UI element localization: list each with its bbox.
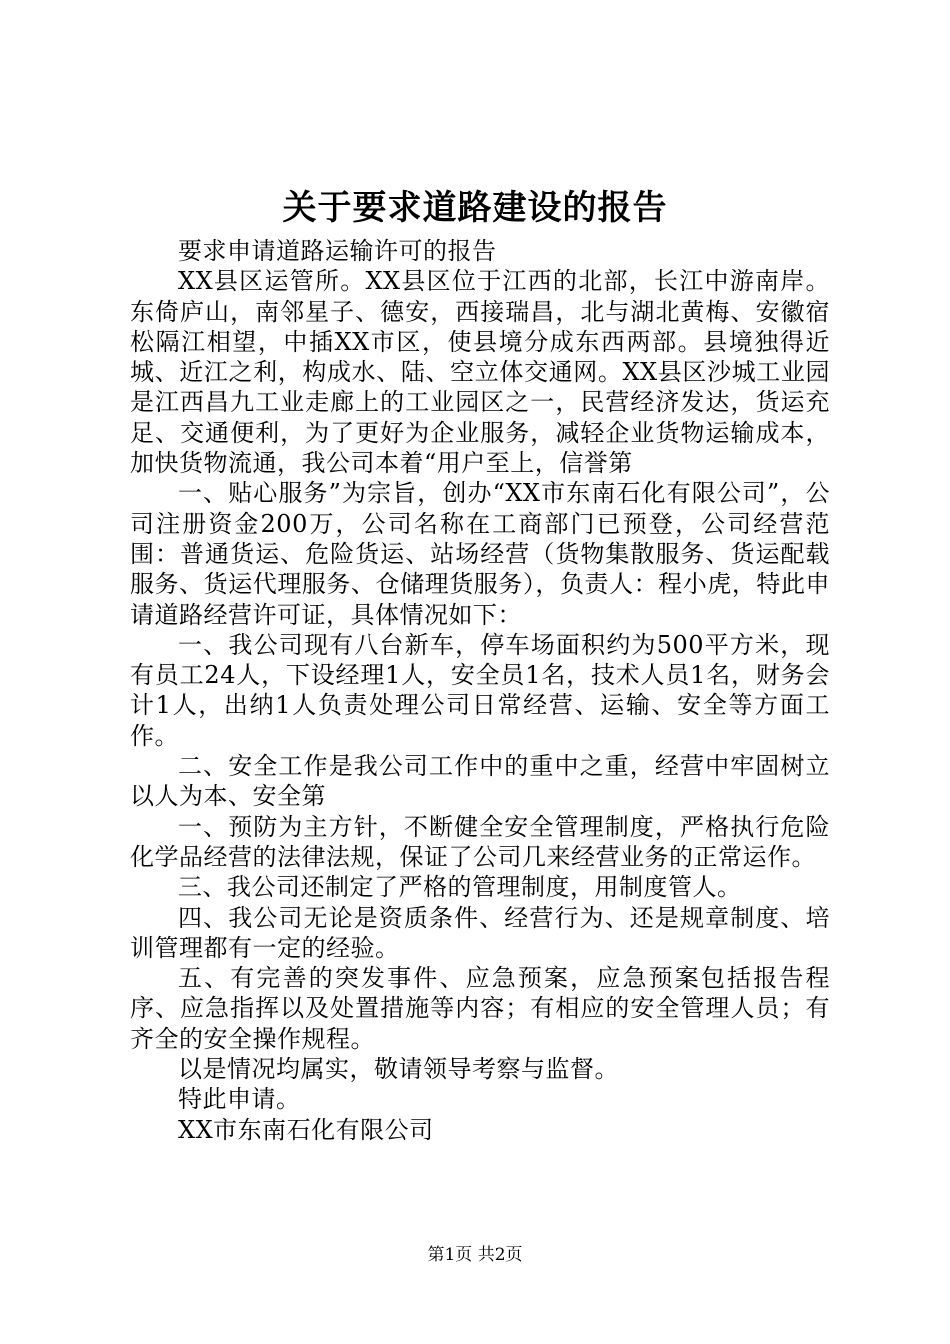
document-title: 关于要求道路建设的报告 xyxy=(282,188,668,228)
paragraph-item-2-continued: 一、预防为主方针，不断健全安全管理制度，严格执行危险化学品经营的法律法规，保证了公司几来经营业务的正常运作。 xyxy=(130,812,830,871)
paragraph-item-4: 四、我公司无论是资质条件、经营行为、还是规章制度、培训管理都有一定的经验。 xyxy=(130,903,830,962)
document-body xyxy=(130,236,830,1145)
paragraph-item-5: 五、有完善的突发事件、应急预案，应急预案包括报告程序、应急指挥以及处置措施等内容；有相应的安全管理人员；有齐全的安全操作规程。 xyxy=(130,964,830,1053)
paragraph-item-2: 二、安全工作是我公司工作中的重中之重，经营中牢固树立以人为本、安全第 xyxy=(130,752,830,811)
paragraph-intro: XX县区运管所。XX县区位于江西的北部，长江中游南岸。东倚庐山，南邻星子、德安，西接瑞昌，北与湖北黄梅、安徽宿松隔江相望，中插XX市区，使县境分成东西两部。县境独得近城、近江之利，构成水、陆、空立体交通网。XX县区沙城工业园是江西昌九工业走廊上的工业园区之一，民营经济发达，货运充足、交通便利，为了更好为企业服务，减轻企业货物运输成本，加快货物流通，我公司本着“用户至上，信誉第 xyxy=(130,267,830,478)
paragraph-closing: 以是情况均属实，敬请领导考察与监督。 xyxy=(178,1055,619,1084)
page-footer: 第1页 共2页 xyxy=(427,1245,523,1265)
paragraph-company: 一、贴心服务”为宗旨，创办“XX市东南石化有限公司”，公司注册资金200万，公司名称在工商部门已预登，公司经营范围：普通货运、危险货运、站场经营（货物集散服务、货运配载服务、货运代理服务、仓储理货服务），负责人：程小虎，特此申请道路经营许可证，具体情况如下： xyxy=(130,479,830,629)
paragraph-signature: XX市东南石化有限公司 xyxy=(178,1115,434,1144)
paragraph-item-1: 一、我公司现有八台新车，停车场面积约为500平方米，现有员工24人，下设经理1人，安全员1名，技术人员1名，财务会计1人，出纳1人负责处理公司日常经营、运输、安全等方面工作。 xyxy=(130,630,830,750)
paragraph-heading: 要求申请道路运输许可的报告 xyxy=(178,237,497,265)
paragraph-request: 特此申请。 xyxy=(178,1085,301,1114)
paragraph-item-3: 三、我公司还制定了严格的管理制度，用制度管人。 xyxy=(178,873,742,902)
